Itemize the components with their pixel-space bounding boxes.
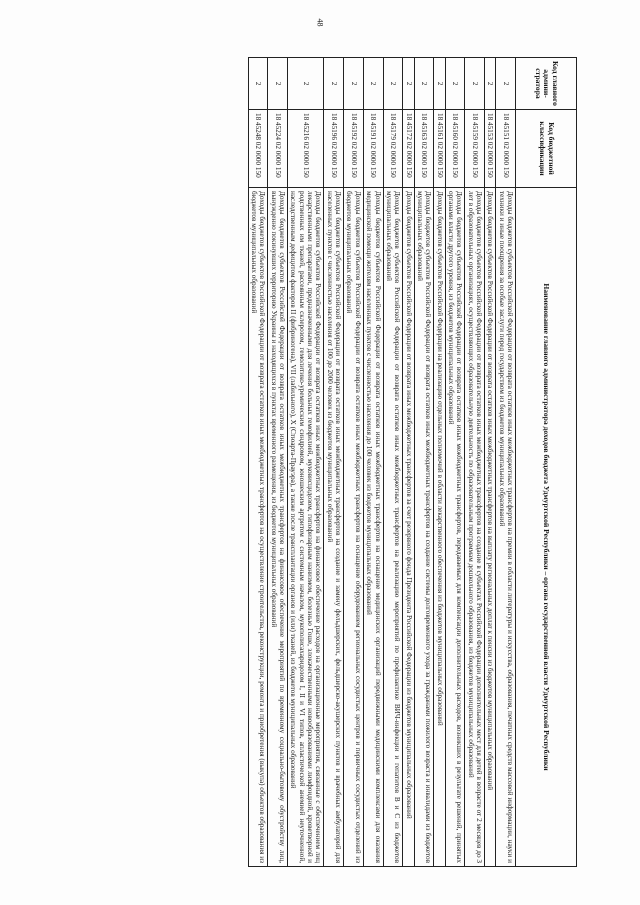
- table-row: [414, 58, 434, 867]
- revenue-name: Доходы бюджетов субъектов Российской Федерации от возврата остатков иных межбюджетных трансфертов, передаваемых для компенсации дополнительных расходов, возникших в результате решений, принятых органами власти другого уровня, из бюджетов муниципальных образований: [445, 188, 465, 867]
- budget-code: 18 45160 02 0000 150: [445, 110, 465, 188]
- revenue-name: Доходы бюджетов субъектов Российской Федерации от возврата остатков иных межбюджетных трансфертов на осуществление строительства, реконструкции, ремонта и приобретения (выкупа) объектов образования из бюджетов муниципальных образований: [248, 188, 268, 867]
- revenue-name: Доходы бюджетов субъектов Российской Федерации от возврата остатков иных межбюджетных трансфертов на реализацию мероприятий по профилактике ВИЧ-инфекции и гепатитов B и C из бюджетов муниципальных образований: [383, 188, 403, 867]
- table-row: [465, 58, 485, 867]
- budget-code: 18 45172 02 0000 150: [403, 110, 414, 188]
- budget-code: 18 45163 02 0000 150: [414, 110, 434, 188]
- table-row: [288, 58, 324, 867]
- table-row: [324, 58, 344, 867]
- admin-code: 2: [496, 58, 516, 110]
- admin-code: 2: [403, 58, 414, 110]
- revenue-name: Доходы бюджетов субъектов Российской Федерации от возврата остатков иных межбюджетных трансфертов на создание и замену фельдшерских, фельдшерско-акушерских пунктов и врачебных амбулаторий для населенных пунктов с численностью населения от 100 до 2000 человек из бюджетов муниципальных образований: [324, 188, 344, 867]
- admin-code: 2: [465, 58, 485, 110]
- table-row: [403, 58, 414, 867]
- header-admin-code: Код главного админи-стратора: [516, 58, 577, 110]
- budget-code: 18 45153 02 0000 150: [484, 110, 495, 188]
- admin-code: 2: [484, 58, 495, 110]
- revenue-name: Доходы бюджетов субъектов Российской Федерации от возврата остатков иных межбюджетных трансфертов на финансовое обеспечение мероприятий по временному социально-бытовому обустройству лиц, вынужденно покинувших территорию Украины и находящихся в пунктах временного размещения, из бюджетов муниципальных образований: [268, 188, 288, 867]
- admin-code: 2: [363, 58, 383, 110]
- header-budget-code: Код бюджетной классификации: [516, 110, 577, 188]
- table-row: [434, 58, 445, 867]
- rotated-table-container: [77, 57, 577, 867]
- budget-code: 18 45159 02 0000 150: [465, 110, 485, 188]
- table-row: [344, 58, 364, 867]
- budget-code: 18 45248 02 0000 150: [248, 110, 268, 188]
- table-row: [383, 58, 403, 867]
- revenue-name: Доходы бюджетов субъектов Российской Федерации от возврата остатков иных межбюджетных трансфертов на выплату региональных доплат к пенсии из бюджетов муниципальных образований: [484, 188, 495, 867]
- budget-code: 18 45191 02 0000 150: [363, 110, 383, 188]
- revenue-name: Доходы бюджетов субъектов Российской Федерации от возврата иных межбюджетных трансфертов за счет резервного фонда Президента Российской Федерации из бюджетов муниципальных образований: [403, 188, 414, 867]
- budget-code: 18 45216 02 0000 150: [288, 110, 324, 188]
- budget-code: 18 45151 02 0000 150: [496, 110, 516, 188]
- admin-code: 2: [344, 58, 364, 110]
- admin-code: 2: [445, 58, 465, 110]
- budget-code: 18 45161 02 0000 150: [434, 110, 445, 188]
- revenue-name: Доходы бюджетов субъектов Российской Федерации от возврата остатков иных межбюджетных трансфертов на создание в субъектах Российской Федерации дополнительных мест для детей в возрасте от 2 месяцев до 3 лет в образовательных организациях, осуществляющих образовательную деятельность по образовательным программам дошкольного образования, из бюджетов муниципальных образований: [465, 188, 485, 867]
- admin-code: 2: [324, 58, 344, 110]
- page-number: 48: [315, 18, 325, 27]
- table-row: [445, 58, 465, 867]
- table-row: [363, 58, 383, 867]
- budget-code: 18 45196 02 0000 150: [324, 110, 344, 188]
- budget-code: 18 45192 02 0000 150: [344, 110, 364, 188]
- revenue-name: Доходы бюджетов субъектов Российской Федерации от возврата остатков иных межбюджетных трансфертов на оснащение медицинских организаций передвижными медицинскими комплексами для оказания медицинской помощи жителям населенных пунктов с численностью населения до 100 человек из бюджетов муниципальных образований: [363, 188, 383, 867]
- revenue-name: Доходы бюджетов субъектов Российской Федерации от возврата остатков иных межбюджетных трансфертов на финансовое обеспечение расходов на организационные мероприятия, связанные с обеспечением лиц лекарственными препаратами, предназначенными для лечения больных гемофилией, муковисцидозом, гипофизарным нанизмом, болезнью Гоше, злокачественными новообразованиями лимфоидной, кроветворной и родственных им тканей, рассеянным склерозом, гемолитико-уремическим синдромом, юношеским артритом с системным началом, мукополисахаридозом I, II и VI типов, апластической анемией неуточненной, наследственным дефицитом факторов II (фибриногена), VII (лабильного), X (Стюарта-Прауэра), а также после трансплантации органов и (или) тканей, из бюджетов муниципальных образований: [288, 188, 324, 867]
- table-row: [484, 58, 495, 867]
- revenue-name: Доходы бюджетов субъектов Российской Федерации от возврата остатков иных межбюджетных трансфертов на оснащение оборудованием региональных сосудистых центров и первичных сосудистых отделений из бюджетов муниципальных образований: [344, 188, 364, 867]
- table-row: [248, 58, 268, 867]
- admin-code: 2: [383, 58, 403, 110]
- revenue-name: Доходы бюджетов субъектов Российской Федерации на реализацию отдельных полномочий в области лекарственного обеспечения из бюджетов муниципальных образований: [434, 188, 445, 867]
- admin-code: 2: [414, 58, 434, 110]
- revenue-name: Доходы бюджетов субъектов Российской Федерации от возврата остатков иных межбюджетных трансфертов на премии в области литературы и искусства, образования, печатных средств массовой информации, науки и техники и иные поощрения за особые заслуги перед государством из бюджетов муниципальных образований: [496, 188, 516, 867]
- header-name: Наименование главного администратора доходов бюджета Удмуртской Республики – органа государственной власти Удмуртской Республики: [516, 188, 577, 867]
- table-row: [496, 58, 516, 867]
- table-header-row: [516, 58, 577, 867]
- admin-code: 2: [288, 58, 324, 110]
- revenue-administrators-table: [248, 57, 577, 867]
- table-row: [268, 58, 288, 867]
- admin-code: 2: [434, 58, 445, 110]
- revenue-name: Доходы бюджетов субъектов Российской Федерации от возврата остатков иных межбюджетных трансфертов на создание системы долговременного ухода за гражданами пожилого возраста и инвалидами из бюджетов муниципальных образований: [414, 188, 434, 867]
- budget-code: 18 45224 02 0000 150: [268, 110, 288, 188]
- budget-code: 18 45179 02 0000 150: [383, 110, 403, 188]
- admin-code: 2: [248, 58, 268, 110]
- admin-code: 2: [268, 58, 288, 110]
